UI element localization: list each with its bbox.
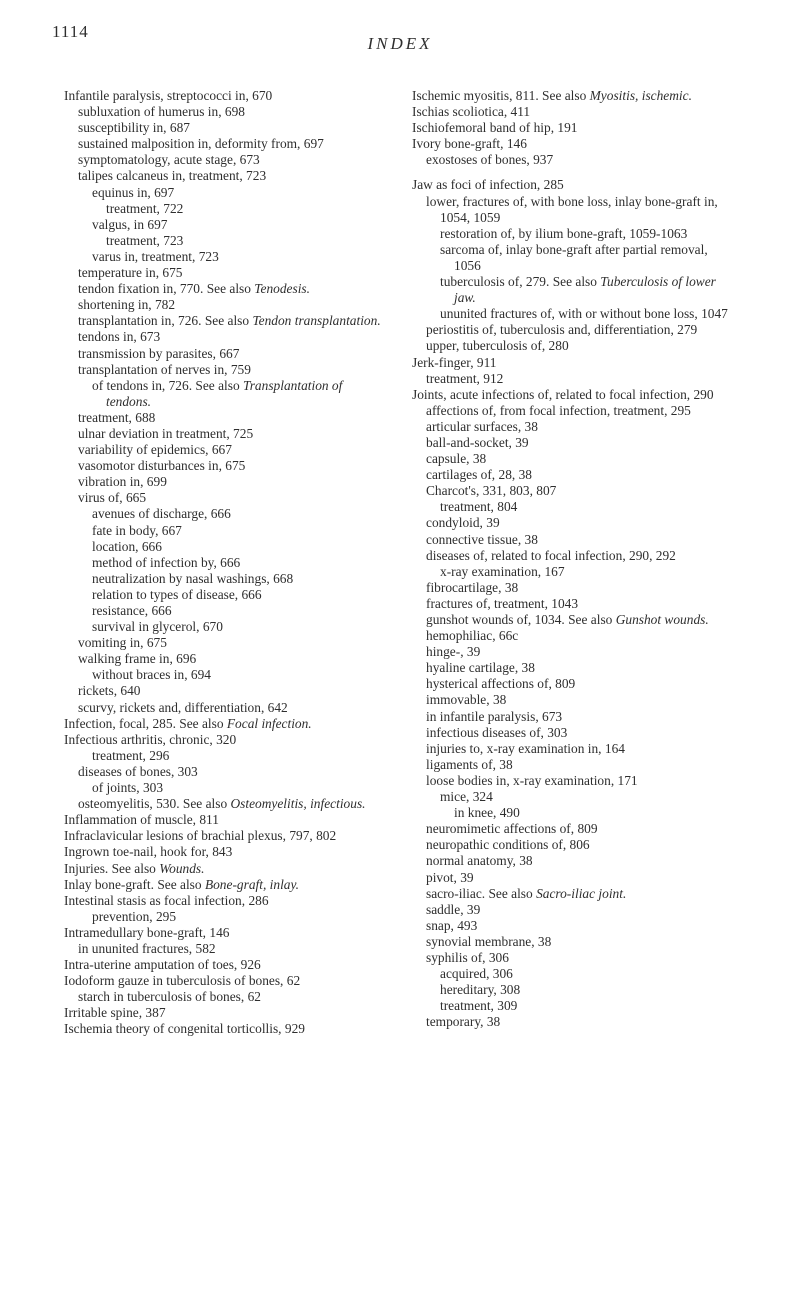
index-entry <box>64 88 382 104</box>
index-entry <box>440 998 734 1014</box>
index-entry <box>64 812 382 828</box>
index-entry <box>78 329 382 345</box>
index-column-right <box>412 88 734 1030</box>
index-entry-text: periostitis of, tuberculosis and, differentiation, 279 <box>426 322 698 338</box>
index-entry <box>426 886 734 902</box>
index-entry-text: temperature in, 675 <box>78 265 183 281</box>
index-entry <box>92 217 382 233</box>
index-entry <box>426 918 734 934</box>
cross-reference: Transplantation of tendons. <box>106 377 343 409</box>
index-entry <box>92 571 382 587</box>
index-entry <box>412 355 734 371</box>
page-number: 1114 <box>52 22 89 41</box>
index-entry-text: infectious diseases of, 303 <box>426 724 568 740</box>
index-entry <box>426 532 734 548</box>
index-entry-text: syphilis of, 306 <box>426 949 509 965</box>
index-entry <box>78 426 382 442</box>
index-entry-text: tuberculosis of, 279. <box>440 274 550 290</box>
index-entry-text: Ivory bone-graft, 146 <box>412 136 527 152</box>
index-entry <box>426 709 734 725</box>
cross-reference: Myositis, ischemic. <box>589 88 692 103</box>
index-entry <box>78 474 382 490</box>
index-entry <box>440 789 734 805</box>
index-entry-text: Infectious arthritis, chronic, 320 <box>64 731 237 747</box>
index-entry-text: pivot, 39 <box>426 869 474 885</box>
index-entry-text: rickets, 640 <box>78 683 141 699</box>
index-entry <box>92 506 382 522</box>
index-entry-text: immovable, 38 <box>426 692 507 708</box>
index-entry-text: relation to types of disease, 666 <box>92 586 262 602</box>
index-entry <box>412 104 734 120</box>
index-entry-text: Infection, focal, 285. <box>64 715 176 731</box>
index-entry-text: condyloid, 39 <box>426 515 500 531</box>
index-entry-text: Joints, acute infections of, related to focal infection, 290 <box>412 386 714 402</box>
see-also-label: See also <box>549 274 601 290</box>
index-entry-text: Ischias scoliotica, 411 <box>412 104 531 120</box>
index-entry-text: variability of epidemics, 667 <box>78 442 232 458</box>
index-entry-text: walking frame in, 696 <box>78 651 197 667</box>
index-entry-text: talipes calcaneus in, treatment, 723 <box>78 168 267 184</box>
index-entry-text: sustained malposition in, deformity from, 697 <box>78 136 324 152</box>
see-also-label: See also <box>485 885 537 901</box>
index-entry-text: capsule, 38 <box>426 451 487 467</box>
index-entry-text: treatment, 723 <box>106 232 184 248</box>
index-entry <box>426 371 734 387</box>
index-entry <box>412 387 734 403</box>
index-entry <box>426 403 734 419</box>
running-head: INDEX <box>367 34 433 53</box>
index-entry <box>426 322 734 338</box>
index-entry-text: neutralization by nasal washings, 668 <box>92 570 294 586</box>
index-entry <box>64 732 382 748</box>
index-entry-text: shortening in, 782 <box>78 297 176 313</box>
index-entry-text: Inlay bone-graft. <box>64 876 154 892</box>
index-entry <box>426 853 734 869</box>
index-entry <box>426 644 734 660</box>
index-entry <box>426 152 734 168</box>
index-entry-text: neuropathic conditions of, 806 <box>426 837 590 853</box>
index-entry <box>426 467 734 483</box>
index-entry-text: of joints, 303 <box>92 780 164 796</box>
index-entry <box>426 821 734 837</box>
index-entry <box>78 683 382 699</box>
index-entry-text: hyaline cartilage, 38 <box>426 660 535 676</box>
index-entry <box>426 1014 734 1030</box>
index-entry <box>412 136 734 152</box>
index-entry <box>426 773 734 789</box>
index-entry <box>92 667 382 683</box>
index-entry <box>78 265 382 281</box>
index-entry <box>64 973 382 989</box>
index-entry <box>78 362 382 378</box>
index-entry-text: in infantile paralysis, 673 <box>426 708 563 724</box>
cross-reference: Osteomyelitis, infectious. <box>230 796 366 812</box>
index-entry-text: susceptibility in, 687 <box>78 120 190 136</box>
index-entry <box>426 902 734 918</box>
index-entry <box>92 603 382 619</box>
index-entry <box>92 378 382 410</box>
index-entry-text: transplantation of nerves in, 759 <box>78 361 251 377</box>
index-entry-text: articular surfaces, 38 <box>426 418 538 434</box>
index-entry-text: fractures of, treatment, 1043 <box>426 595 579 611</box>
index-entry-text: avenues of discharge, 666 <box>92 506 231 522</box>
index-entry-text: Jaw as foci of infection, 285 <box>412 177 564 193</box>
index-entry <box>92 619 382 635</box>
cross-reference: Gunshot wounds. <box>615 612 709 627</box>
index-entry <box>78 635 382 651</box>
index-entry <box>440 564 734 580</box>
index-entry <box>78 104 382 120</box>
index-entry-text: treatment, 688 <box>78 409 156 425</box>
index-entry <box>78 281 382 297</box>
index-entry <box>440 226 734 242</box>
index-entry <box>78 989 382 1005</box>
index-entry-text: fibrocartilage, 38 <box>426 579 519 595</box>
index-entry <box>426 515 734 531</box>
index-entry-text: location, 666 <box>92 538 162 554</box>
index-entry-text: method of infection by, 666 <box>92 554 241 570</box>
index-entry <box>440 242 734 274</box>
index-entry-text: subluxation of humerus in, 698 <box>78 104 245 120</box>
see-also-label: See also <box>564 612 616 627</box>
index-entry-text: resistance, 666 <box>92 603 172 618</box>
index-entry-text: tendons in, 673 <box>78 329 161 345</box>
index-entry <box>92 748 382 764</box>
index-entry <box>412 120 734 136</box>
index-entry <box>78 490 382 506</box>
index-entry-text: injuries to, x-ray examination in, 164 <box>426 740 625 756</box>
index-entry-text: in knee, 490 <box>454 805 520 821</box>
index-entry <box>64 877 382 893</box>
index-entry-text: ball-and-socket, 39 <box>426 434 529 450</box>
index-entry-text: treatment, 309 <box>440 998 518 1014</box>
index-entry-text: lower, fractures of, with bone loss, inlay bone-graft in, 1054, 1059 <box>426 193 718 225</box>
index-entry <box>92 249 382 265</box>
index-entry-text: hinge-, 39 <box>426 644 481 660</box>
index-column-left <box>64 88 382 1038</box>
index-entry-text: Injuries. <box>64 860 109 876</box>
index-entry <box>440 274 734 306</box>
index-entry <box>78 796 382 812</box>
index-entry <box>426 934 734 950</box>
index-entry-text: survival in glycerol, 670 <box>92 619 223 635</box>
index-entry-text: upper, tuberculosis of, 280 <box>426 338 569 354</box>
index-entry-text: cartilages of, 28, 38 <box>426 467 532 483</box>
index-entry <box>426 435 734 451</box>
index-entry-text: starch in tuberculosis of bones, 62 <box>78 989 261 1005</box>
index-entry-text: of tendons in, 726. <box>92 377 193 393</box>
index-entry <box>64 957 382 973</box>
index-entry <box>426 950 734 966</box>
index-entry-text: scurvy, rickets and, differentiation, 642 <box>78 699 288 715</box>
index-entry <box>92 587 382 603</box>
index-entry <box>412 177 734 193</box>
index-entry <box>106 233 382 249</box>
see-also-label: See also <box>201 313 253 329</box>
index-entry-text: snap, 493 <box>426 917 478 933</box>
index-entry <box>78 700 382 716</box>
index-entry <box>454 805 734 821</box>
index-entry <box>64 861 382 877</box>
cross-reference: Tuberculosis of lower jaw. <box>454 274 716 306</box>
index-entry <box>64 844 382 860</box>
index-entry-text: Inflammation of muscle, 811 <box>64 812 219 828</box>
see-also-label: See also <box>175 715 227 731</box>
index-entry <box>426 419 734 435</box>
index-entry-text: Charcot's, 331, 803, 807 <box>426 483 557 499</box>
index-entry-text: mice, 324 <box>440 789 493 805</box>
index-entry <box>426 725 734 741</box>
index-entry <box>64 716 382 732</box>
index-entry-text: temporary, 38 <box>426 1014 501 1030</box>
index-entry <box>426 870 734 886</box>
index-entry <box>64 1021 382 1037</box>
index-entry <box>426 548 734 564</box>
index-entry <box>412 88 734 104</box>
index-entry <box>426 837 734 853</box>
see-also-label: See also <box>108 860 160 876</box>
index-entry-text: symptomatology, acute stage, 673 <box>78 152 260 168</box>
index-entry <box>426 660 734 676</box>
index-entry-text: neuromimetic affections of, 809 <box>426 821 598 837</box>
index-entry <box>92 523 382 539</box>
cross-reference: Bone-graft, inlay. <box>204 876 300 892</box>
index-entry-text: diseases of bones, 303 <box>78 763 198 779</box>
index-entry-text: diseases of, related to focal infection, 290, 292 <box>426 547 676 563</box>
index-entry-text: acquired, 306 <box>440 966 513 982</box>
index-entry <box>64 893 382 909</box>
index-entry-text: Infantile paralysis, streptococci in, 670 <box>64 88 273 103</box>
index-entry <box>78 168 382 184</box>
index-entry-text: Ischiofemoral band of hip, 191 <box>412 120 578 136</box>
cross-reference: Wounds. <box>159 860 205 876</box>
cross-reference: Tendon transplantation. <box>252 313 381 329</box>
index-entry-text: treatment, 722 <box>106 200 184 216</box>
index-entry <box>64 1005 382 1021</box>
index-entry-text: vibration in, 699 <box>78 474 167 490</box>
index-entry-text: Iodoform gauze in tuberculosis of bones, 62 <box>64 973 301 989</box>
index-entry <box>78 764 382 780</box>
index-entry <box>426 692 734 708</box>
index-entry-text: virus of, 665 <box>78 490 147 506</box>
index-entry <box>426 676 734 692</box>
index-entry-text: treatment, 296 <box>92 747 170 763</box>
index-entry <box>78 297 382 313</box>
cross-reference: Focal infection. <box>226 715 312 731</box>
index-entry-text: ligaments of, 38 <box>426 756 513 772</box>
index-entry-text: fate in body, 667 <box>92 522 182 538</box>
index-entry <box>78 442 382 458</box>
index-entry <box>78 346 382 362</box>
index-entry-text: gunshot wounds of, 1034. <box>426 612 565 627</box>
index-entry <box>92 185 382 201</box>
see-also-label: See also <box>192 377 244 393</box>
index-entry <box>426 596 734 612</box>
index-entry-text: sarcoma of, inlay bone-graft after partial removal, 1056 <box>440 241 708 273</box>
index-entry <box>92 539 382 555</box>
see-also-label: See also <box>179 796 231 812</box>
index-entry-text: Ingrown toe-nail, hook for, 843 <box>64 844 233 860</box>
index-entry <box>426 483 734 499</box>
index-entry-text: x-ray examination, 167 <box>440 563 565 579</box>
index-entry <box>426 612 734 628</box>
index-entry <box>78 136 382 152</box>
index-entry <box>440 966 734 982</box>
index-entry-text: Ischemia theory of congenital torticollis, 929 <box>64 1021 305 1037</box>
index-entry <box>92 555 382 571</box>
index-entry <box>92 909 382 925</box>
index-entry <box>440 499 734 515</box>
index-entry <box>92 780 382 796</box>
see-also-label: See also <box>203 281 255 297</box>
index-entry-text: affections of, from focal infection, treatment, 295 <box>426 402 691 418</box>
see-also-label: See also <box>153 876 205 892</box>
index-entry <box>64 925 382 941</box>
index-entry-text: vomiting in, 675 <box>78 635 167 651</box>
index-entry-text: vasomotor disturbances in, 675 <box>78 458 246 474</box>
index-entry <box>426 338 734 354</box>
index-entry <box>426 580 734 596</box>
index-entry-text: normal anatomy, 38 <box>426 853 533 869</box>
index-entry <box>78 651 382 667</box>
cross-reference: Sacro-iliac joint. <box>536 885 627 901</box>
index-entry-text: hemophiliac, 66c <box>426 628 519 644</box>
index-entry-text: synovial membrane, 38 <box>426 933 552 949</box>
index-entry-text: Irritable spine, 387 <box>64 1005 166 1021</box>
index-entry-text: in ununited fractures, 582 <box>78 940 216 956</box>
index-entry-text: treatment, 912 <box>426 370 504 386</box>
index-entry <box>78 458 382 474</box>
index-entry-text: transmission by parasites, 667 <box>78 345 240 361</box>
index-entry <box>78 313 382 329</box>
index-entry-text: valgus, in 697 <box>92 216 168 232</box>
index-entry-text: Ischemic myositis, 811. <box>412 88 539 103</box>
index-entry-text: loose bodies in, x-ray examination, 171 <box>426 772 638 788</box>
index-entry-text: Intra-uterine amputation of toes, 926 <box>64 957 261 973</box>
index-entry-text: Intramedullary bone-graft, 146 <box>64 924 230 940</box>
index-entry <box>78 410 382 426</box>
index-entry-text: transplantation in, 726. <box>78 313 202 329</box>
index-entry-text: sacro-iliac. <box>426 885 486 901</box>
index-entry <box>106 201 382 217</box>
index-entry-text: saddle, 39 <box>426 901 481 917</box>
index-entry <box>440 982 734 998</box>
index-entry-text: hereditary, 308 <box>440 982 521 998</box>
see-also-label: See also <box>538 88 590 103</box>
index-entry-text: Infraclavicular lesions of brachial plexus, 797, 802 <box>64 828 337 844</box>
index-entry-text: exostoses of bones, 937 <box>426 152 554 168</box>
index-entry <box>426 194 734 226</box>
index-entry <box>426 757 734 773</box>
index-entry <box>426 628 734 644</box>
index-entry <box>426 451 734 467</box>
index-entry-text: without braces in, 694 <box>92 667 212 683</box>
index-entry-text: restoration of, by ilium bone-graft, 1059-1063 <box>440 225 688 241</box>
index-entry-text: hysterical affections of, 809 <box>426 676 576 692</box>
index-entry-text: osteomyelitis, 530. <box>78 796 180 812</box>
index-entry-text: prevention, 295 <box>92 908 177 924</box>
index-entry-text: varus in, treatment, 723 <box>92 248 219 264</box>
index-entry-text: Jerk-finger, 911 <box>412 354 497 370</box>
index-entry-text: Intestinal stasis as focal infection, 286 <box>64 892 269 908</box>
index-entry-text: equinus in, 697 <box>92 184 175 200</box>
index-entry <box>78 941 382 957</box>
index-entry-text: treatment, 804 <box>440 499 518 515</box>
index-entry-text: connective tissue, 38 <box>426 531 538 547</box>
index-entry-text: ununited fractures of, with or without bone loss, 1047 <box>440 306 728 322</box>
index-entry <box>426 741 734 757</box>
index-entry-text: ulnar deviation in treatment, 725 <box>78 425 254 441</box>
index-entry <box>64 828 382 844</box>
index-entry <box>78 120 382 136</box>
index-entry <box>440 306 734 322</box>
cross-reference: Tenodesis. <box>254 281 310 297</box>
index-entry <box>78 152 382 168</box>
index-entry-text: tendon fixation in, 770. <box>78 281 204 297</box>
